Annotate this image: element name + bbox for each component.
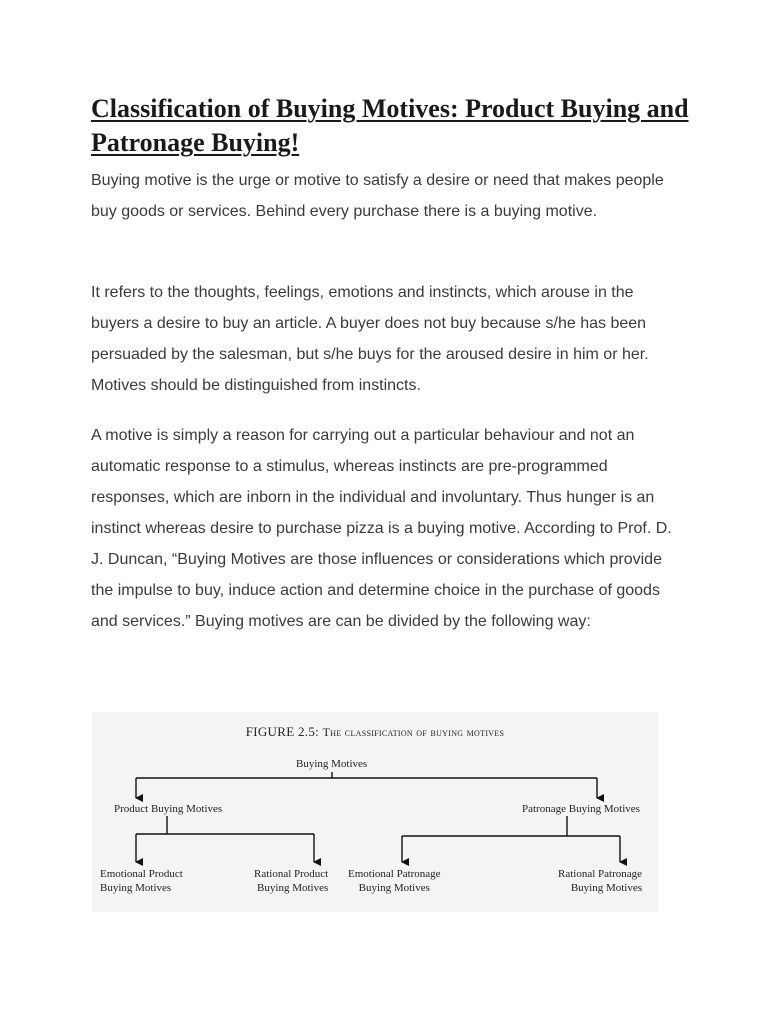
node-buying-motives: Buying Motives (296, 758, 368, 770)
node-rational-patronage (558, 867, 642, 895)
figure-caption: The classification of buying motives (322, 725, 505, 739)
classification-figure (92, 712, 658, 912)
figure-title (92, 724, 658, 740)
node-emotional-product-line1: Emotional Product (100, 868, 183, 880)
figure-label: FIGURE 2.5: (245, 724, 320, 739)
node-emotional-product-line2: Buying Motives (100, 882, 172, 894)
node-emotional-patronage (348, 867, 441, 895)
paragraph-thoughts-feelings: It refers to the thoughts, feelings, emotions and instincts, which arouse in the buyers a desire to buy an article. A buyer does not buy because s/he has been persuaded by the salesman, but s/he buys for the aroused desire in him or her. Motives should be distinguished from instincts. (91, 284, 649, 394)
node-emotional-patronage-line2: Buying Motives (358, 882, 430, 894)
paragraph-definition: Buying motive is the urge or motive to satisfy a desire or need that makes people buy goods or services. Behind every purchase there is a buying motive. (91, 172, 664, 220)
node-rational-product (254, 867, 328, 895)
node-rational-product-line1: Rational Product (254, 868, 329, 880)
paragraph-motive-vs-instinct: A motive is simply a reason for carrying out a particular behaviour and not an automatic response to a stimulus, whereas instincts are pre-programmed responses, which are inborn in the individual and involuntary. Thus hunger is an instinct whereas desire to purchase pizza is a buying motive. According to Prof. D. J. Duncan, “Buying Motives are those influences or considerations which provide the impulse to buy, induce action and determine choice in the purchase of goods and services.” Buying motives are can be divided by the following way: (91, 427, 672, 630)
node-emotional-product (100, 867, 183, 895)
article-title: Classification of Buying Motives: Product Buying and Patronage Buying! (91, 94, 689, 157)
node-rational-patronage-line2: Buying Motives (570, 882, 643, 894)
node-product-buying-motives: Product Buying Motives (114, 803, 223, 815)
node-patronage-buying-motives: Patronage Buying Motives (522, 803, 640, 815)
node-rational-patronage-line1: Rational Patronage (558, 868, 643, 880)
node-rational-product-line2: Buying Motives (257, 882, 329, 894)
node-emotional-patronage-line1: Emotional Patronage (348, 868, 441, 880)
